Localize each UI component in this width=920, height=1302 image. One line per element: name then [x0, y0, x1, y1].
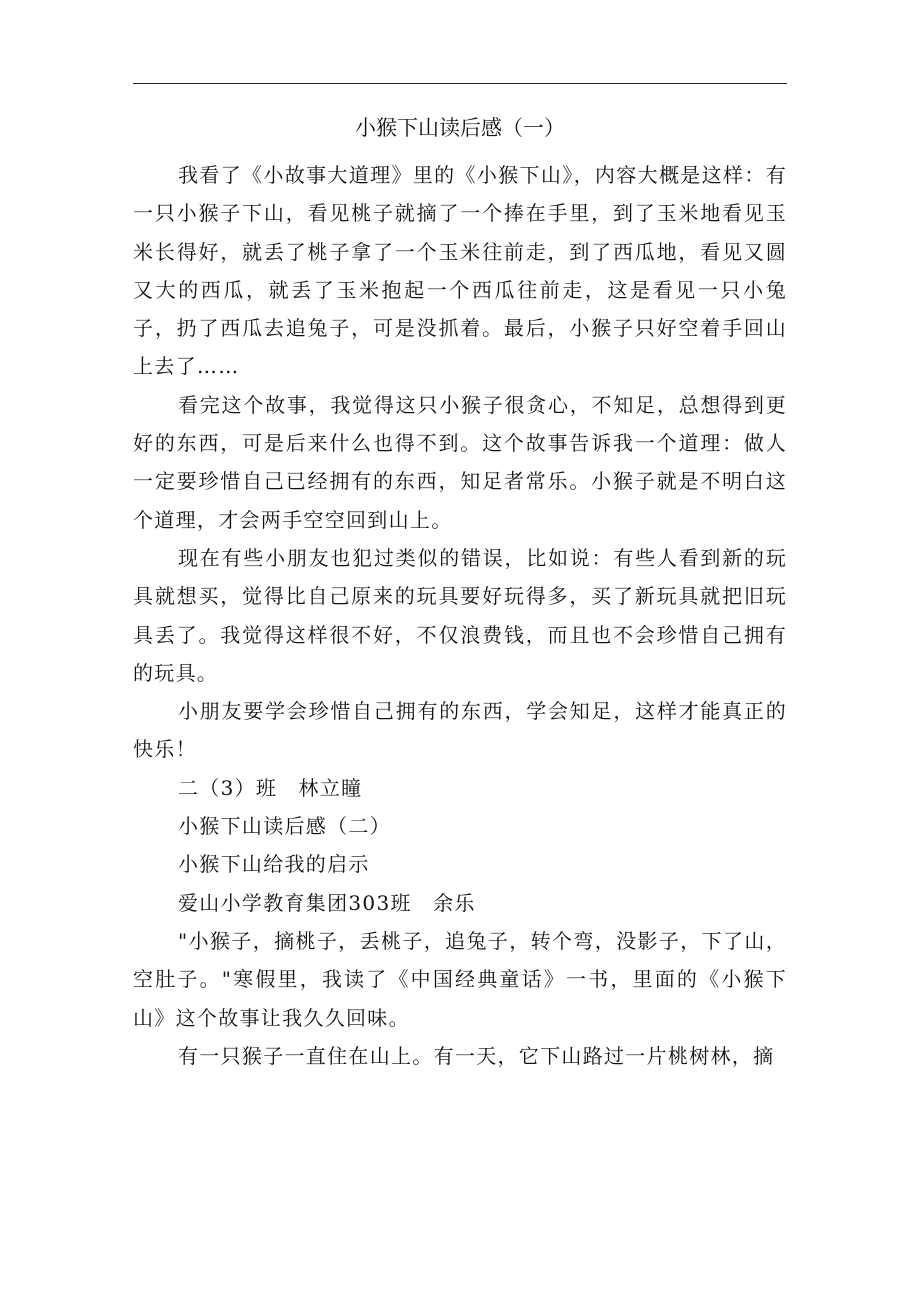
author-line-2: 爱山小学教育集团303班 余乐: [178, 890, 476, 915]
paragraph-story-start: 有一只猴子一直住在山上。有一天，它下山路过一片桃树林，摘: [178, 1043, 775, 1068]
document-page: [133, 0, 787, 1302]
document-body: [133, 156, 787, 1075]
paragraph-conclusion: 小朋友要学会珍惜自己拥有的东西，学会知足，这样才能真正的快乐！: [133, 699, 787, 762]
paragraph-intro: 我看了《小故事大道理》里的《小猴下山》，内容大概是这样：有一只小猴子下山，看见桃子就摘了一个捧在手里，到了玉米地看见玉米长得好，就丢了桃子拿了一个玉米往前走，到了西瓜地，看见又圆又大的西瓜，就丢了玉米抱起一个西瓜往前走，这是看见一只小兔子，扔了西瓜去追兔子，可是没抓着。最后，小猴子只好空着手回山上去了……: [133, 163, 787, 379]
header-rule: [133, 83, 787, 84]
paragraph-rhyme: "小猴子，摘桃子，丢桃子，追兔子，转个弯，没影子，下了山，空肚子。"寒假里，我读了《中国经典童话》一书，里面的《小猴下山》这个故事让我久久回味。: [133, 928, 787, 1030]
paragraph-example: 现在有些小朋友也犯过类似的错误，比如说：有些人看到新的玩具就想买，觉得比自己原来的玩具要好玩得多，买了新玩具就把旧玩具丢了。我觉得这样很不好，不仅浪费钱，而且也不会珍惜自己拥有的玩具。: [133, 545, 787, 685]
author-line-1: 二（3）班 林立瞳: [178, 775, 363, 800]
paragraph-reflection: 看完这个故事，我觉得这只小猴子很贪心，不知足，总想得到更好的东西，可是后来什么也得不到。这个故事告诉我一个道理：做人一定要珍惜自己已经拥有的东西，知足者常乐。小猴子就是不明白这个道理，才会两手空空回到山上。: [133, 392, 787, 532]
second-essay-subtitle: 小猴下山给我的启示: [178, 852, 370, 877]
document-title: 小猴下山读后感（一）: [355, 116, 565, 140]
second-essay-title: 小猴下山读后感（二）: [178, 814, 391, 839]
